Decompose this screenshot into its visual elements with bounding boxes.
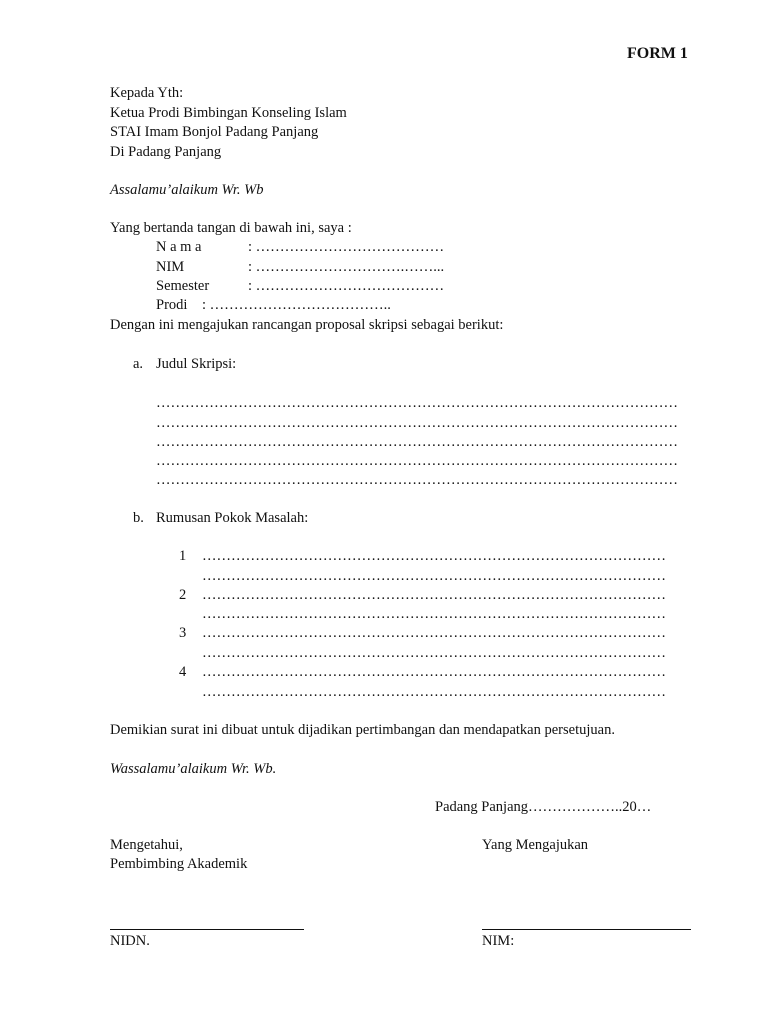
nim-label: NIM bbox=[156, 259, 185, 275]
nim-field[interactable]: : ………………………….……... bbox=[248, 259, 445, 275]
judul-line[interactable]: ……………………………………………………………………………………………… bbox=[156, 453, 678, 469]
semester-field[interactable]: : ………………………………… bbox=[248, 278, 445, 294]
greeting: Assalamu’alaikum Wr. Wb bbox=[110, 182, 264, 198]
nidn-label: NIDN. bbox=[110, 933, 150, 949]
judul-line[interactable]: ……………………………………………………………………………………………… bbox=[156, 395, 678, 411]
nama-label: N a m a bbox=[156, 239, 202, 255]
problem-number: 3 bbox=[179, 625, 187, 641]
address-line-1: Kepada Yth: bbox=[110, 85, 184, 101]
problem-line[interactable]: …………………………………………………………………………………… bbox=[202, 664, 666, 680]
signature-right-title: Yang Mengajukan bbox=[482, 837, 589, 853]
problem-line[interactable]: …………………………………………………………………………………… bbox=[202, 645, 666, 661]
farewell: Wassalamu’alaikum Wr. Wb. bbox=[110, 761, 277, 777]
problem-number: 1 bbox=[179, 548, 187, 564]
statement-text: Dengan ini mengajukan rancangan proposal skripsi sebagai berikut: bbox=[110, 317, 504, 333]
judul-line[interactable]: ……………………………………………………………………………………………… bbox=[156, 472, 678, 488]
problem-line[interactable]: …………………………………………………………………………………… bbox=[202, 548, 666, 564]
address-line-2: Ketua Prodi Bimbingan Konseling Islam bbox=[110, 105, 347, 121]
problem-line[interactable]: …………………………………………………………………………………… bbox=[202, 587, 666, 603]
place-date[interactable]: Padang Panjang………………..20… bbox=[435, 799, 652, 815]
section-a-marker: a. bbox=[133, 356, 144, 372]
closing-text: Demikian surat ini dibuat untuk dijadikan pertimbangan dan mendapatkan persetujuan. bbox=[110, 722, 615, 738]
problem-line[interactable]: …………………………………………………………………………………… bbox=[202, 625, 666, 641]
signature-left-role: Pembimbing Akademik bbox=[110, 856, 248, 872]
semester-label: Semester bbox=[156, 278, 210, 294]
section-a-title: Judul Skripsi: bbox=[156, 356, 237, 372]
problem-line[interactable]: …………………………………………………………………………………… bbox=[202, 606, 666, 622]
intro-text: Yang bertanda tangan di bawah ini, saya : bbox=[110, 220, 352, 236]
signature-left-title: Mengetahui, bbox=[110, 837, 183, 853]
form-label: FORM 1 bbox=[627, 45, 688, 62]
judul-line[interactable]: ……………………………………………………………………………………………… bbox=[156, 434, 678, 450]
prodi-field[interactable]: : ……………………………….. bbox=[202, 297, 391, 313]
signature-line-left bbox=[110, 929, 304, 930]
problem-number: 2 bbox=[179, 587, 187, 603]
prodi-label: Prodi bbox=[156, 297, 188, 313]
problem-line[interactable]: …………………………………………………………………………………… bbox=[202, 568, 666, 584]
signature-line-right bbox=[482, 929, 691, 930]
section-b-title: Rumusan Pokok Masalah: bbox=[156, 510, 309, 526]
problem-line[interactable]: …………………………………………………………………………………… bbox=[202, 684, 666, 700]
nim-signature-label: NIM: bbox=[482, 933, 515, 949]
judul-line[interactable]: ……………………………………………………………………………………………… bbox=[156, 415, 678, 431]
address-line-3: STAI Imam Bonjol Padang Panjang bbox=[110, 124, 319, 140]
problem-number: 4 bbox=[179, 664, 187, 680]
section-b-marker: b. bbox=[133, 510, 144, 526]
address-line-4: Di Padang Panjang bbox=[110, 144, 222, 160]
nama-field[interactable]: : ………………………………… bbox=[248, 239, 445, 255]
